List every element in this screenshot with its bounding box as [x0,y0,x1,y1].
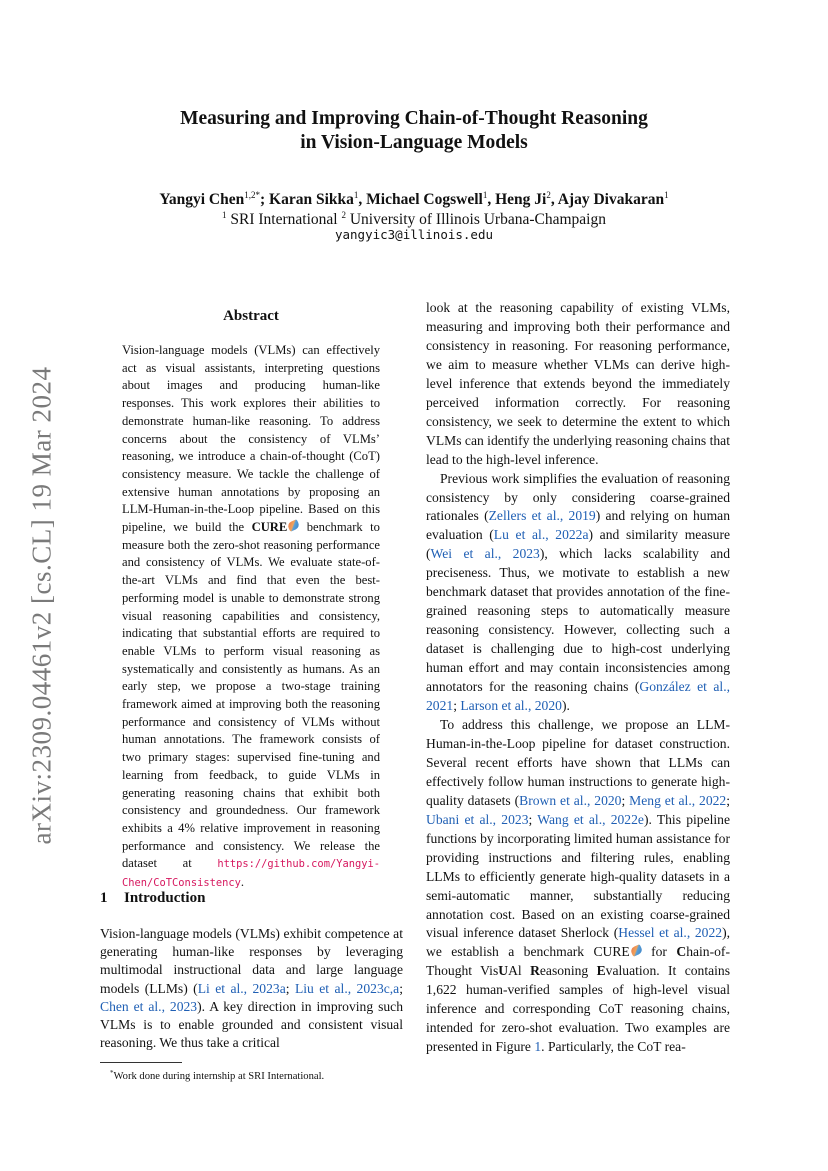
dataset-link[interactable]: https://github.com/Yangyi-Chen/CoTConsistency [122,858,380,890]
author-superscript: 2 [546,190,551,200]
citation-link[interactable]: Chen et al., 2023 [100,998,198,1014]
paragraph [426,299,730,470]
body-text: ). A key direction in improving such VLMs is to enable grounded and consistent visual reasoning. We thus take a critical [100,998,403,1051]
body-text: valuation. It contains 1,622 human-verified samples of high-level visual inference and corresponding CoT reasoning chains, intended for zero-shot evaluation. Two examples are presented in Figure [426,963,730,1055]
body-text: ; [528,811,538,827]
author-superscript: 1 [482,190,488,200]
citation-link[interactable]: Zellers et al., 2019 [488,508,596,524]
footnote-text: Work done during internship at SRI International. [113,1071,325,1082]
body-text: ). This pipeline functions by incorporating limited human assistance for providing instructions and filtering rules, enabling LLMs to efficiently generate high-quality datasets in a semi-automatic manner, substantially reducing annotation cost. Based on an existing coarse-grained visual inference dataset Sherlock ( [426,811,731,941]
footnote-mark: * [110,1069,114,1077]
body-text: ). [561,698,570,714]
body-text: ), which lacks scalability and preciseness. Thus, we motivate to establish a new benchmark dataset that provides annotation of the fine-grained reasoning steps to automatically measure reasoning consistency. However, collecting such a dataset is challenging due to high-cost underlying human effort and may contain inconsistencies among annotators for the reasoning chains ( [426,546,730,695]
body-text: Previous work simplifies the evaluation of reasoning consistency by only considering coarse-grained rationales ( [426,470,730,524]
citation-link[interactable]: Hessel et al., 2022 [618,925,723,941]
citation-link[interactable]: González et al., 2021 [426,679,730,714]
citation-link[interactable]: Liu et al., 2023c,a [294,980,400,996]
footnote [110,1066,400,1084]
author-name: Yangyi Chen [159,191,245,208]
acronym-letter: U [498,963,509,979]
body-text: easoning [539,963,597,979]
affiliation-superscript: 1 [222,210,227,220]
author-email: yangyic3@illinois.edu [334,227,494,242]
body-text: ) and similarity measure ( [426,527,730,562]
right-column [426,299,730,1057]
author-name: Heng Ji [495,191,547,208]
author-name: Michael Cogswell [366,191,483,208]
affiliation: SRI International [226,211,342,228]
author-separator: , [358,191,367,208]
abstract-body [122,342,380,893]
title-line-2: in Vision-Language Models [300,132,528,153]
footnote-divider [100,1062,182,1063]
author-separator: , [487,191,496,208]
citation-link[interactable]: Wang et al., 2022e [537,811,644,827]
body-text: Vision-language models (VLMs) exhibit competence at generating human-like responses by leveraging multimodal instructional data and large language models (LLMs) ( [100,926,403,996]
body-text: ; [399,980,403,996]
author-superscript: 1 [353,190,359,200]
title-line-1: Measuring and Improving Chain-of-Thought Reasoning [180,108,648,129]
body-text: Al [508,963,531,979]
body-text: ; [726,792,730,808]
citation-link[interactable]: Li et al., 2023a [197,980,286,996]
body-text: To address this challenge, we propose an LLM-Human-in-the-Loop pipeline for dataset construction. Several recent efforts have shown that LLMs can effectively follow human instructions to generate high-quality datasets ( [426,716,730,808]
section-number: 1 [100,890,108,906]
citation-link[interactable]: Meng et al., 2022 [629,792,727,808]
acronym-letter: R [530,963,540,979]
acronym-letter: E [596,963,606,979]
footnote-mark: * [255,190,260,200]
author-separator: ; [260,191,270,208]
body-text: ; [285,980,295,996]
arxiv-identifier: arXiv:2309.04461v2 [cs.CL] 19 Mar 2024 [26,366,57,844]
section-heading-introduction [100,888,400,908]
author-name: Ajay Divakaran [557,191,665,208]
figure-reference-link[interactable]: 1 [534,1039,542,1055]
citation-link[interactable]: Lu et al., 2022a [493,527,589,543]
affiliation: University of Illinois Urbana-Champaign [345,211,606,228]
acronym-letter: C [676,944,687,960]
body-text: hain-of-Thought Vis [426,944,730,979]
citation-link[interactable]: Ubani et al., 2023 [426,811,529,827]
affiliation-superscript: 2 [341,210,346,220]
abstract-heading: Abstract [223,308,279,324]
paper-title [140,107,688,155]
author-separator: , [550,191,558,208]
body-text: ), we establish a benchmark CURE [426,925,730,960]
citation-link[interactable]: Brown et al., 2020 [519,792,622,808]
body-text: ; [621,792,630,808]
body-text: ; [453,698,461,714]
arxiv-identifier-stamp [22,360,62,850]
abstract-text: . [240,875,245,890]
citation-link[interactable]: Larson et al., 2020 [460,698,562,714]
paragraph [426,470,730,716]
author-superscript: 1 [664,190,669,200]
body-text: look at the reasoning capability of existing VLMs, measuring and improving both their performance and consistency in reasoning. For reasoning performance, we aim to measure whether VLMs can derive high-level inference that extends beyond the immediately perceived information correctly. For reasoning consistency, we seek to determine the extent to which VLMs can identify the underlying reasoning chains that lead to the high-level inference. [426,300,730,467]
section-title: Introduction [124,890,206,906]
intro-paragraph [100,925,403,1052]
citation-link[interactable]: Wei et al., 2023 [430,546,540,562]
body-text: for [641,944,677,960]
body-text: . Particularly, the CoT rea- [541,1039,686,1055]
author-name: Karan Sikka [269,191,354,208]
body-text: ) and relying on human evaluation ( [426,508,730,543]
benchmark-name: CURE [251,520,288,535]
abstract-text: Vision-language models (VLMs) can effectively act as visual assistants, interpreting questions about images and producing human-like responses. This work explores their abilities to demonstrate human-like reasoning. To address concerns about the consistency of VLMs’ reasoning, we introduce a chain-of-thought (CoT) consistency measure. We tackle the challenge of extensive human annotations by proposing an LLM-Human-in-the-Loop pipeline. Based on this pipeline, we build the [122,343,380,535]
abstract-text: benchmark to measure both the zero-shot reasoning performance and consistency of VLMs. We evaluate state-of-the-art VLMs and find that even the best-performing model is unable to demonstrate strong visual reasoning capabilities and consistency, indicating that substantial efforts are required to enable VLMs to perform visual reasoning as systematically and consistently as humans. As an early step, we propose a two-stage training framework aimed at improving both the reasoning performance and consistency of VLMs without human annotations. The framework consists of two primary stages: supervised fine-tuning and learning from feedback, to guide VLMs in generating reasoning chains that exhibit both consistency and groundedness. Our framework exhibits a 4% relative improvement in reasoning performance and consistency. We release the dataset at [122,520,380,871]
paragraph [426,716,730,1057]
author-superscript: 1,2 [244,190,256,200]
